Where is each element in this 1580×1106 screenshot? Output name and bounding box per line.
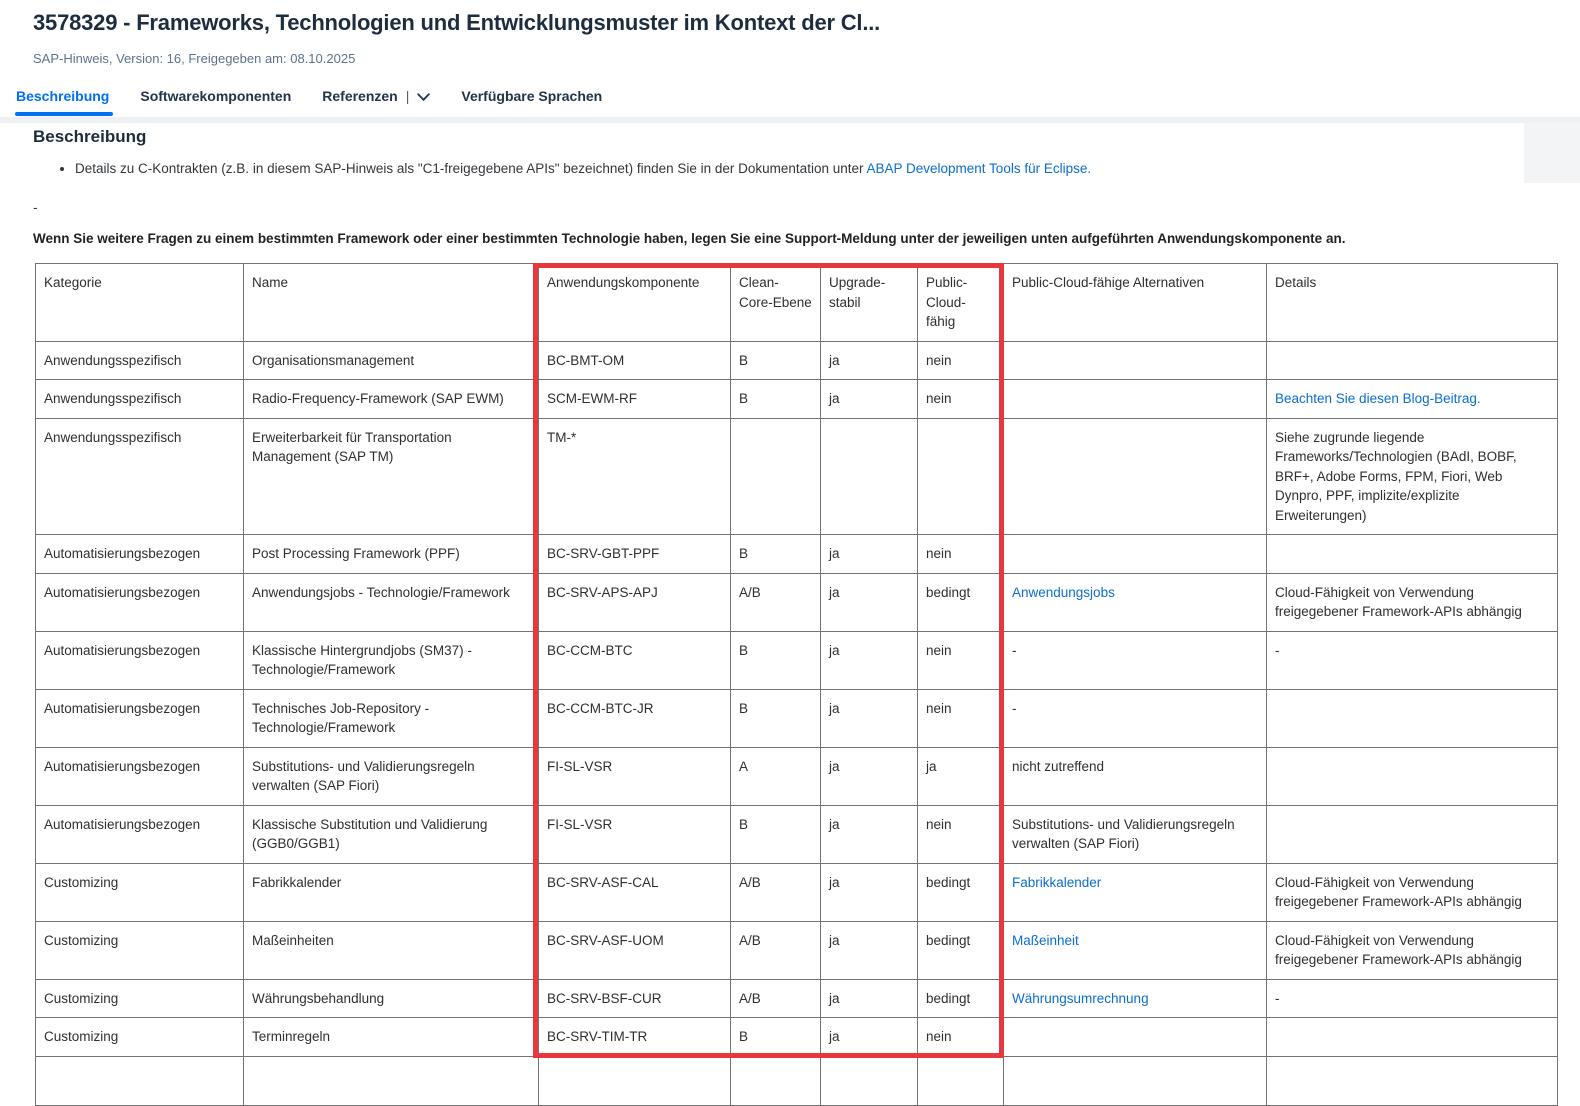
- cell-clean_core: A: [731, 747, 821, 805]
- cell-name: Technisches Job-Repository - Technologie/Framework: [244, 689, 539, 747]
- description-bullets: [0, 160, 1091, 178]
- cell-details: [1267, 380, 1558, 419]
- bullet-text: Details zu C-Kontrakten (z.B. in diesem SAP-Hinweis als "C1-freigegebene APIs" bezeichnet) finden Sie in der Dokumentation unter: [75, 161, 867, 176]
- cell-clean_core: A/B: [731, 573, 821, 631]
- cell-kategorie: Anwendungsspezifisch: [36, 380, 244, 419]
- cell-name: Organisationsmanagement: [244, 341, 539, 380]
- cell-cloud: nein: [918, 805, 1004, 863]
- cell-alternativen: [1004, 341, 1267, 380]
- cell-clean_core: A/B: [731, 979, 821, 1018]
- cell-kategorie: Anwendungsspezifisch: [36, 418, 244, 535]
- column-header-komponente: Anwendungskomponente: [539, 264, 731, 342]
- cell-details: Siehe zugrunde liegende Frameworks/Technologien (BAdI, BOBF, BRF+, Adobe Forms, FPM, Fiori, Web Dynpro, PPF, implizite/explizite Erweiterungen): [1267, 418, 1558, 535]
- column-header-clean_core: Clean-Core-Ebene: [731, 264, 821, 342]
- frameworks-table: [35, 263, 1558, 1106]
- cell-details: [1267, 689, 1558, 747]
- table-row: [36, 631, 1558, 689]
- tab-beschreibung[interactable]: Beschreibung: [16, 88, 110, 104]
- tab-softwarekomponenten[interactable]: Softwarekomponenten: [140, 88, 292, 104]
- table-row: [36, 747, 1558, 805]
- cell-alternativen: -: [1004, 689, 1267, 747]
- cell-cloud: nein: [918, 689, 1004, 747]
- cell-komponente: FI-SL-VSR: [539, 747, 731, 805]
- tab-bar: [16, 88, 602, 104]
- cell-details: [1267, 1018, 1558, 1057]
- divider-band: [0, 117, 1580, 123]
- cell-kategorie: Automatisierungsbezogen: [36, 573, 244, 631]
- cell-kategorie: [36, 1056, 244, 1105]
- cell-clean_core: B: [731, 1018, 821, 1057]
- support-note-paragraph: Wenn Sie weitere Fragen zu einem bestimmten Framework oder einer bestimmten Technologie haben, legen Sie eine Support-Meldung unter der jeweiligen unten aufgeführten Anwendungskomponente an.: [33, 231, 1346, 246]
- cell-clean_core: B: [731, 631, 821, 689]
- cell-name: Post Processing Framework (PPF): [244, 535, 539, 574]
- cell-kategorie: Automatisierungsbezogen: [36, 747, 244, 805]
- cell-cloud: ja: [918, 747, 1004, 805]
- separator-dash: -: [33, 200, 38, 215]
- cell-upgrade: ja: [821, 805, 918, 863]
- tab-referenzen-label: Referenzen: [322, 88, 398, 104]
- tab-referenzen[interactable]: [322, 88, 430, 104]
- cell-name: Währungsbehandlung: [244, 979, 539, 1018]
- cell-kategorie: Automatisierungsbezogen: [36, 805, 244, 863]
- adt-eclipse-link[interactable]: ABAP Development Tools für Eclipse.: [866, 161, 1092, 176]
- table-header-row: [36, 264, 1558, 342]
- column-header-upgrade: Upgrade-stabil: [821, 264, 918, 342]
- cell-clean_core: B: [731, 341, 821, 380]
- cell-upgrade: ja: [821, 979, 918, 1018]
- cell-alternativen: [1004, 1056, 1267, 1105]
- cell-cloud: nein: [918, 1018, 1004, 1057]
- cell-kategorie: Automatisierungsbezogen: [36, 535, 244, 574]
- cell-cloud: bedingt: [918, 573, 1004, 631]
- cell-details: [1267, 341, 1558, 380]
- cell-clean_core: A/B: [731, 863, 821, 921]
- frameworks-table-wrap: [35, 263, 1558, 1106]
- chevron-down-icon[interactable]: [417, 93, 430, 102]
- cell-details: -: [1267, 631, 1558, 689]
- cell-clean_core: B: [731, 805, 821, 863]
- cell-komponente: BC-CCM-BTC: [539, 631, 731, 689]
- cell-cloud: nein: [918, 380, 1004, 419]
- cell-clean_core: B: [731, 689, 821, 747]
- bullet-item: [75, 160, 1091, 178]
- cell-clean_core: B: [731, 380, 821, 419]
- cell-link[interactable]: Währungsumrechnung: [1012, 990, 1149, 1006]
- table-row: [36, 573, 1558, 631]
- cell-komponente: BC-SRV-ASF-UOM: [539, 921, 731, 979]
- table-row: [36, 418, 1558, 535]
- cell-kategorie: Customizing: [36, 921, 244, 979]
- cell-cloud: nein: [918, 535, 1004, 574]
- cell-details: [1267, 747, 1558, 805]
- cell-komponente: BC-CCM-BTC-JR: [539, 689, 731, 747]
- cell-cloud: [918, 418, 1004, 535]
- cell-link[interactable]: Fabrikkalender: [1012, 874, 1102, 890]
- cell-cloud: [918, 1056, 1004, 1105]
- table-row: [36, 689, 1558, 747]
- cell-kategorie: Customizing: [36, 1018, 244, 1057]
- cell-name: [244, 1056, 539, 1105]
- table-row: [36, 805, 1558, 863]
- table-row: [36, 1018, 1558, 1057]
- cell-komponente: BC-BMT-OM: [539, 341, 731, 380]
- cell-cloud: bedingt: [918, 921, 1004, 979]
- table-row: [36, 921, 1558, 979]
- page-subtitle: SAP-Hinweis, Version: 16, Freigegeben am: 08.10.2025: [33, 51, 356, 66]
- table-row: [36, 979, 1558, 1018]
- cell-name: Radio-Frequency-Framework (SAP EWM): [244, 380, 539, 419]
- cell-name: Fabrikkalender: [244, 863, 539, 921]
- cell-details: Cloud-Fähigkeit von Verwendung freigegebener Framework-APIs abhängig: [1267, 921, 1558, 979]
- cell-name: Terminregeln: [244, 1018, 539, 1057]
- cell-name: Erweiterbarkeit für Transportation Management (SAP TM): [244, 418, 539, 535]
- table-row: [36, 535, 1558, 574]
- cell-cloud: bedingt: [918, 863, 1004, 921]
- cell-alternativen: -: [1004, 631, 1267, 689]
- column-header-cloud: Public-Cloud-fähig: [918, 264, 1004, 342]
- cell-cloud: nein: [918, 631, 1004, 689]
- cell-alternativen: [1004, 380, 1267, 419]
- cell-details: Cloud-Fähigkeit von Verwendung freigegebener Framework-APIs abhängig: [1267, 863, 1558, 921]
- cell-kategorie: Anwendungsspezifisch: [36, 341, 244, 380]
- cell-komponente: BC-SRV-BSF-CUR: [539, 979, 731, 1018]
- cell-kategorie: Customizing: [36, 863, 244, 921]
- background-band: [1524, 123, 1580, 183]
- cell-upgrade: [821, 1056, 918, 1105]
- cell-komponente: [539, 1056, 731, 1105]
- cell-komponente: BC-SRV-ASF-CAL: [539, 863, 731, 921]
- cell-upgrade: ja: [821, 341, 918, 380]
- cell-name: Anwendungsjobs - Technologie/Framework: [244, 573, 539, 631]
- cell-name: Maßeinheiten: [244, 921, 539, 979]
- cell-alternativen: [1004, 863, 1267, 921]
- cell-komponente: BC-SRV-GBT-PPF: [539, 535, 731, 574]
- column-header-name: Name: [244, 264, 539, 342]
- cell-upgrade: ja: [821, 535, 918, 574]
- cell-upgrade: ja: [821, 863, 918, 921]
- cell-alternativen: [1004, 1018, 1267, 1057]
- column-header-details: Details: [1267, 264, 1558, 342]
- cell-alternativen: Substitutions- und Validierungsregeln verwalten (SAP Fiori): [1004, 805, 1267, 863]
- cell-name: Substitutions- und Validierungsregeln verwalten (SAP Fiori): [244, 747, 539, 805]
- cell-cloud: nein: [918, 341, 1004, 380]
- cell-upgrade: ja: [821, 631, 918, 689]
- cell-details: [1267, 805, 1558, 863]
- cell-alternativen: [1004, 921, 1267, 979]
- cell-kategorie: Automatisierungsbezogen: [36, 631, 244, 689]
- cell-details: Cloud-Fähigkeit von Verwendung freigegebener Framework-APIs abhängig: [1267, 573, 1558, 631]
- cell-upgrade: ja: [821, 747, 918, 805]
- section-heading: Beschreibung: [33, 127, 147, 146]
- cell-link[interactable]: Anwendungsjobs: [1012, 584, 1115, 600]
- page-title: 3578329 - Frameworks, Technologien und Entwicklungsmuster im Kontext der Cl...: [33, 10, 881, 35]
- column-header-alternativen: Public-Cloud-fähige Alternativen: [1004, 264, 1267, 342]
- cell-upgrade: ja: [821, 921, 918, 979]
- cell-komponente: SCM-EWM-RF: [539, 380, 731, 419]
- cell-alternativen: [1004, 979, 1267, 1018]
- table-row-partial: [36, 1056, 1558, 1105]
- active-tab-underline: [15, 112, 113, 116]
- tab-verfuegbare-sprachen[interactable]: Verfügbare Sprachen: [461, 88, 603, 104]
- cell-details: -: [1267, 979, 1558, 1018]
- cell-link[interactable]: Maßeinheit: [1012, 932, 1079, 948]
- cell-cloud: bedingt: [918, 979, 1004, 1018]
- cell-komponente: BC-SRV-TIM-TR: [539, 1018, 731, 1057]
- cell-kategorie: Automatisierungsbezogen: [36, 689, 244, 747]
- table-row: [36, 863, 1558, 921]
- column-header-kategorie: Kategorie: [36, 264, 244, 342]
- cell-alternativen: nicht zutreffend: [1004, 747, 1267, 805]
- cell-name: Klassische Hintergrundjobs (SM37) - Technologie/Framework: [244, 631, 539, 689]
- cell-alternativen: [1004, 573, 1267, 631]
- cell-link[interactable]: Beachten Sie diesen Blog-Beitrag.: [1275, 391, 1481, 406]
- cell-kategorie: Customizing: [36, 979, 244, 1018]
- cell-upgrade: ja: [821, 1018, 918, 1057]
- table-row: [36, 341, 1558, 380]
- table-row: [36, 380, 1558, 419]
- cell-komponente: FI-SL-VSR: [539, 805, 731, 863]
- cell-details: [1267, 1056, 1558, 1105]
- cell-upgrade: [821, 418, 918, 535]
- cell-alternativen: [1004, 535, 1267, 574]
- cell-komponente: TM-*: [539, 418, 731, 535]
- cell-upgrade: ja: [821, 689, 918, 747]
- cell-name: Klassische Substitution und Validierung (GGB0/GGB1): [244, 805, 539, 863]
- cell-alternativen: [1004, 418, 1267, 535]
- cell-clean_core: B: [731, 535, 821, 574]
- tab-separator: |: [405, 88, 410, 104]
- cell-clean_core: [731, 418, 821, 535]
- cell-upgrade: ja: [821, 573, 918, 631]
- cell-komponente: BC-SRV-APS-APJ: [539, 573, 731, 631]
- table-body: [36, 341, 1558, 1105]
- cell-upgrade: ja: [821, 380, 918, 419]
- cell-clean_core: A/B: [731, 921, 821, 979]
- cell-details: [1267, 535, 1558, 574]
- cell-clean_core: [731, 1056, 821, 1105]
